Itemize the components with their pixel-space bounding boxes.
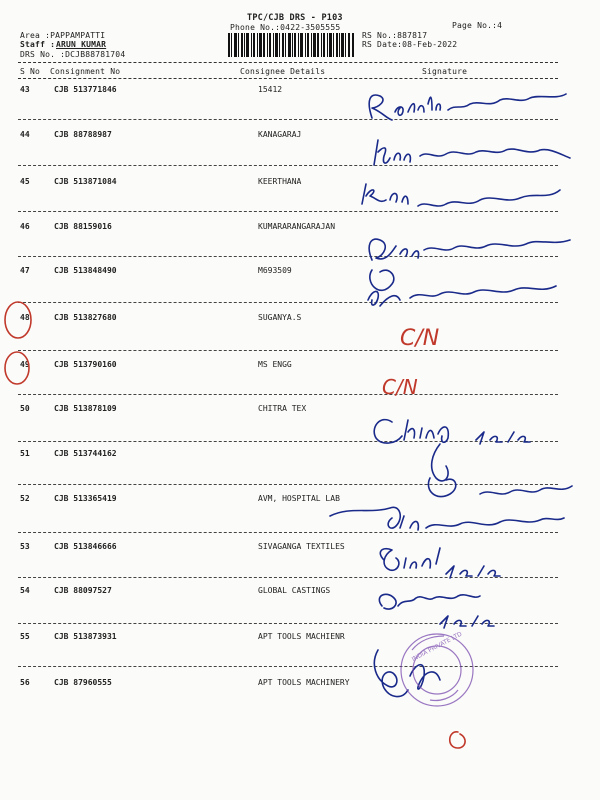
row-sno: 56 xyxy=(20,678,30,687)
row-sno: 43 xyxy=(20,85,30,94)
table-row xyxy=(0,266,600,282)
table-row xyxy=(0,177,600,193)
row-sno: 54 xyxy=(20,586,30,595)
row-sno: 47 xyxy=(20,266,30,275)
barcode xyxy=(228,33,354,57)
row-details: APT TOOLS MACHINERY xyxy=(258,678,350,687)
row-consignment: CJB 513873931 xyxy=(54,632,117,641)
row-divider xyxy=(18,211,558,212)
row-sno: 46 xyxy=(20,222,30,231)
row-details: APT TOOLS MACHIENR xyxy=(258,632,345,641)
phone-number: Phone No.:0422-3505555 xyxy=(230,23,341,32)
staff-label: Staff : xyxy=(20,40,56,49)
header-divider-bottom xyxy=(18,78,558,79)
table-row xyxy=(0,586,600,602)
col-sno: S No xyxy=(20,67,41,76)
table-row xyxy=(0,222,600,238)
stamp-text: INDIA PRIVATE LTD xyxy=(410,630,464,663)
row-sno: 50 xyxy=(20,404,30,413)
red-mark-bottom xyxy=(450,732,465,748)
row-details: KANAGARAJ xyxy=(258,130,302,139)
row-sno: 49 xyxy=(20,360,30,369)
row-divider xyxy=(18,256,558,257)
drs-number: DRS No. :DCJB88781704 xyxy=(20,50,126,59)
col-signature: Signature xyxy=(422,67,468,76)
table-row xyxy=(0,494,600,510)
row-divider xyxy=(18,623,558,624)
row-details: GLOBAL CASTINGS xyxy=(258,586,331,595)
sheet-title: TPC/CJB DRS - P103 xyxy=(247,13,343,23)
row-divider xyxy=(18,532,558,533)
row-details: KUMARARANGARAJAN xyxy=(258,222,336,231)
row-details: MS ENGG xyxy=(258,360,292,369)
row-divider xyxy=(18,119,558,120)
row-sno: 45 xyxy=(20,177,30,186)
row-consignment: CJB 513827680 xyxy=(54,313,117,322)
row-divider xyxy=(18,484,558,485)
row-consignment: CJB 513846666 xyxy=(54,542,117,551)
table-row xyxy=(0,542,600,558)
row-divider xyxy=(18,441,558,442)
col-consignment: Consignment No xyxy=(50,67,121,76)
header-divider-top xyxy=(18,62,558,63)
table-row xyxy=(0,678,600,694)
row-divider xyxy=(18,666,558,667)
row-consignment: CJB 513878109 xyxy=(54,404,117,413)
table-row xyxy=(0,313,600,329)
table-row xyxy=(0,632,600,648)
row-consignment: CJB 88788987 xyxy=(54,130,112,139)
page-number: Page No.:4 xyxy=(452,21,503,30)
row-consignment: CJB 513790160 xyxy=(54,360,117,369)
rs-number: RS No.:887817 xyxy=(362,31,428,40)
row-divider xyxy=(18,165,558,166)
staff-name: ARUN KUMAR xyxy=(56,40,107,49)
row-details: SIVAGANGA TEXTILES xyxy=(258,542,345,551)
row-details: SUGANYA.S xyxy=(258,313,302,322)
row-sno: 53 xyxy=(20,542,30,551)
row-consignment: CJB 513365419 xyxy=(54,494,117,503)
row-divider xyxy=(18,302,558,303)
row-details: CHITRA TEX xyxy=(258,404,307,413)
row-details: KEERTHANA xyxy=(258,177,302,186)
row-details: M693509 xyxy=(258,266,292,275)
row-sno: 55 xyxy=(20,632,30,641)
row-sno: 52 xyxy=(20,494,30,503)
row-consignment: CJB 88097527 xyxy=(54,586,112,595)
row-divider xyxy=(18,394,558,395)
col-consignee-details: Consignee Details xyxy=(240,67,326,76)
row-details: AVM, HOSPITAL LAB xyxy=(258,494,340,503)
row-consignment: CJB 513771846 xyxy=(54,85,117,94)
signature-row-47 xyxy=(368,286,556,306)
cn-mark-row-49: C/N xyxy=(382,375,418,399)
row-details: 15412 xyxy=(258,85,283,94)
table-row xyxy=(0,360,600,376)
row-consignment: CJB 513744162 xyxy=(54,449,117,458)
row-divider xyxy=(18,350,558,351)
area-label: Area :PAPPAMPATTI xyxy=(20,31,106,40)
row-consignment: CJB 87960555 xyxy=(54,678,112,687)
table-row xyxy=(0,404,600,420)
row-sno: 44 xyxy=(20,130,30,139)
row-sno: 51 xyxy=(20,449,30,458)
row-divider xyxy=(18,577,558,578)
row-sno: 48 xyxy=(20,313,30,322)
row-consignment: CJB 513848490 xyxy=(54,266,117,275)
signature-row-46 xyxy=(369,239,570,290)
rs-date: RS Date:08-Feb-2022 xyxy=(362,40,458,49)
table-row xyxy=(0,449,600,465)
table-row xyxy=(0,85,600,101)
row-consignment: CJB 88159016 xyxy=(54,222,112,231)
row-consignment: CJB 513871084 xyxy=(54,177,117,186)
cn-mark-row-48: C/N xyxy=(400,326,440,351)
table-row xyxy=(0,130,600,146)
